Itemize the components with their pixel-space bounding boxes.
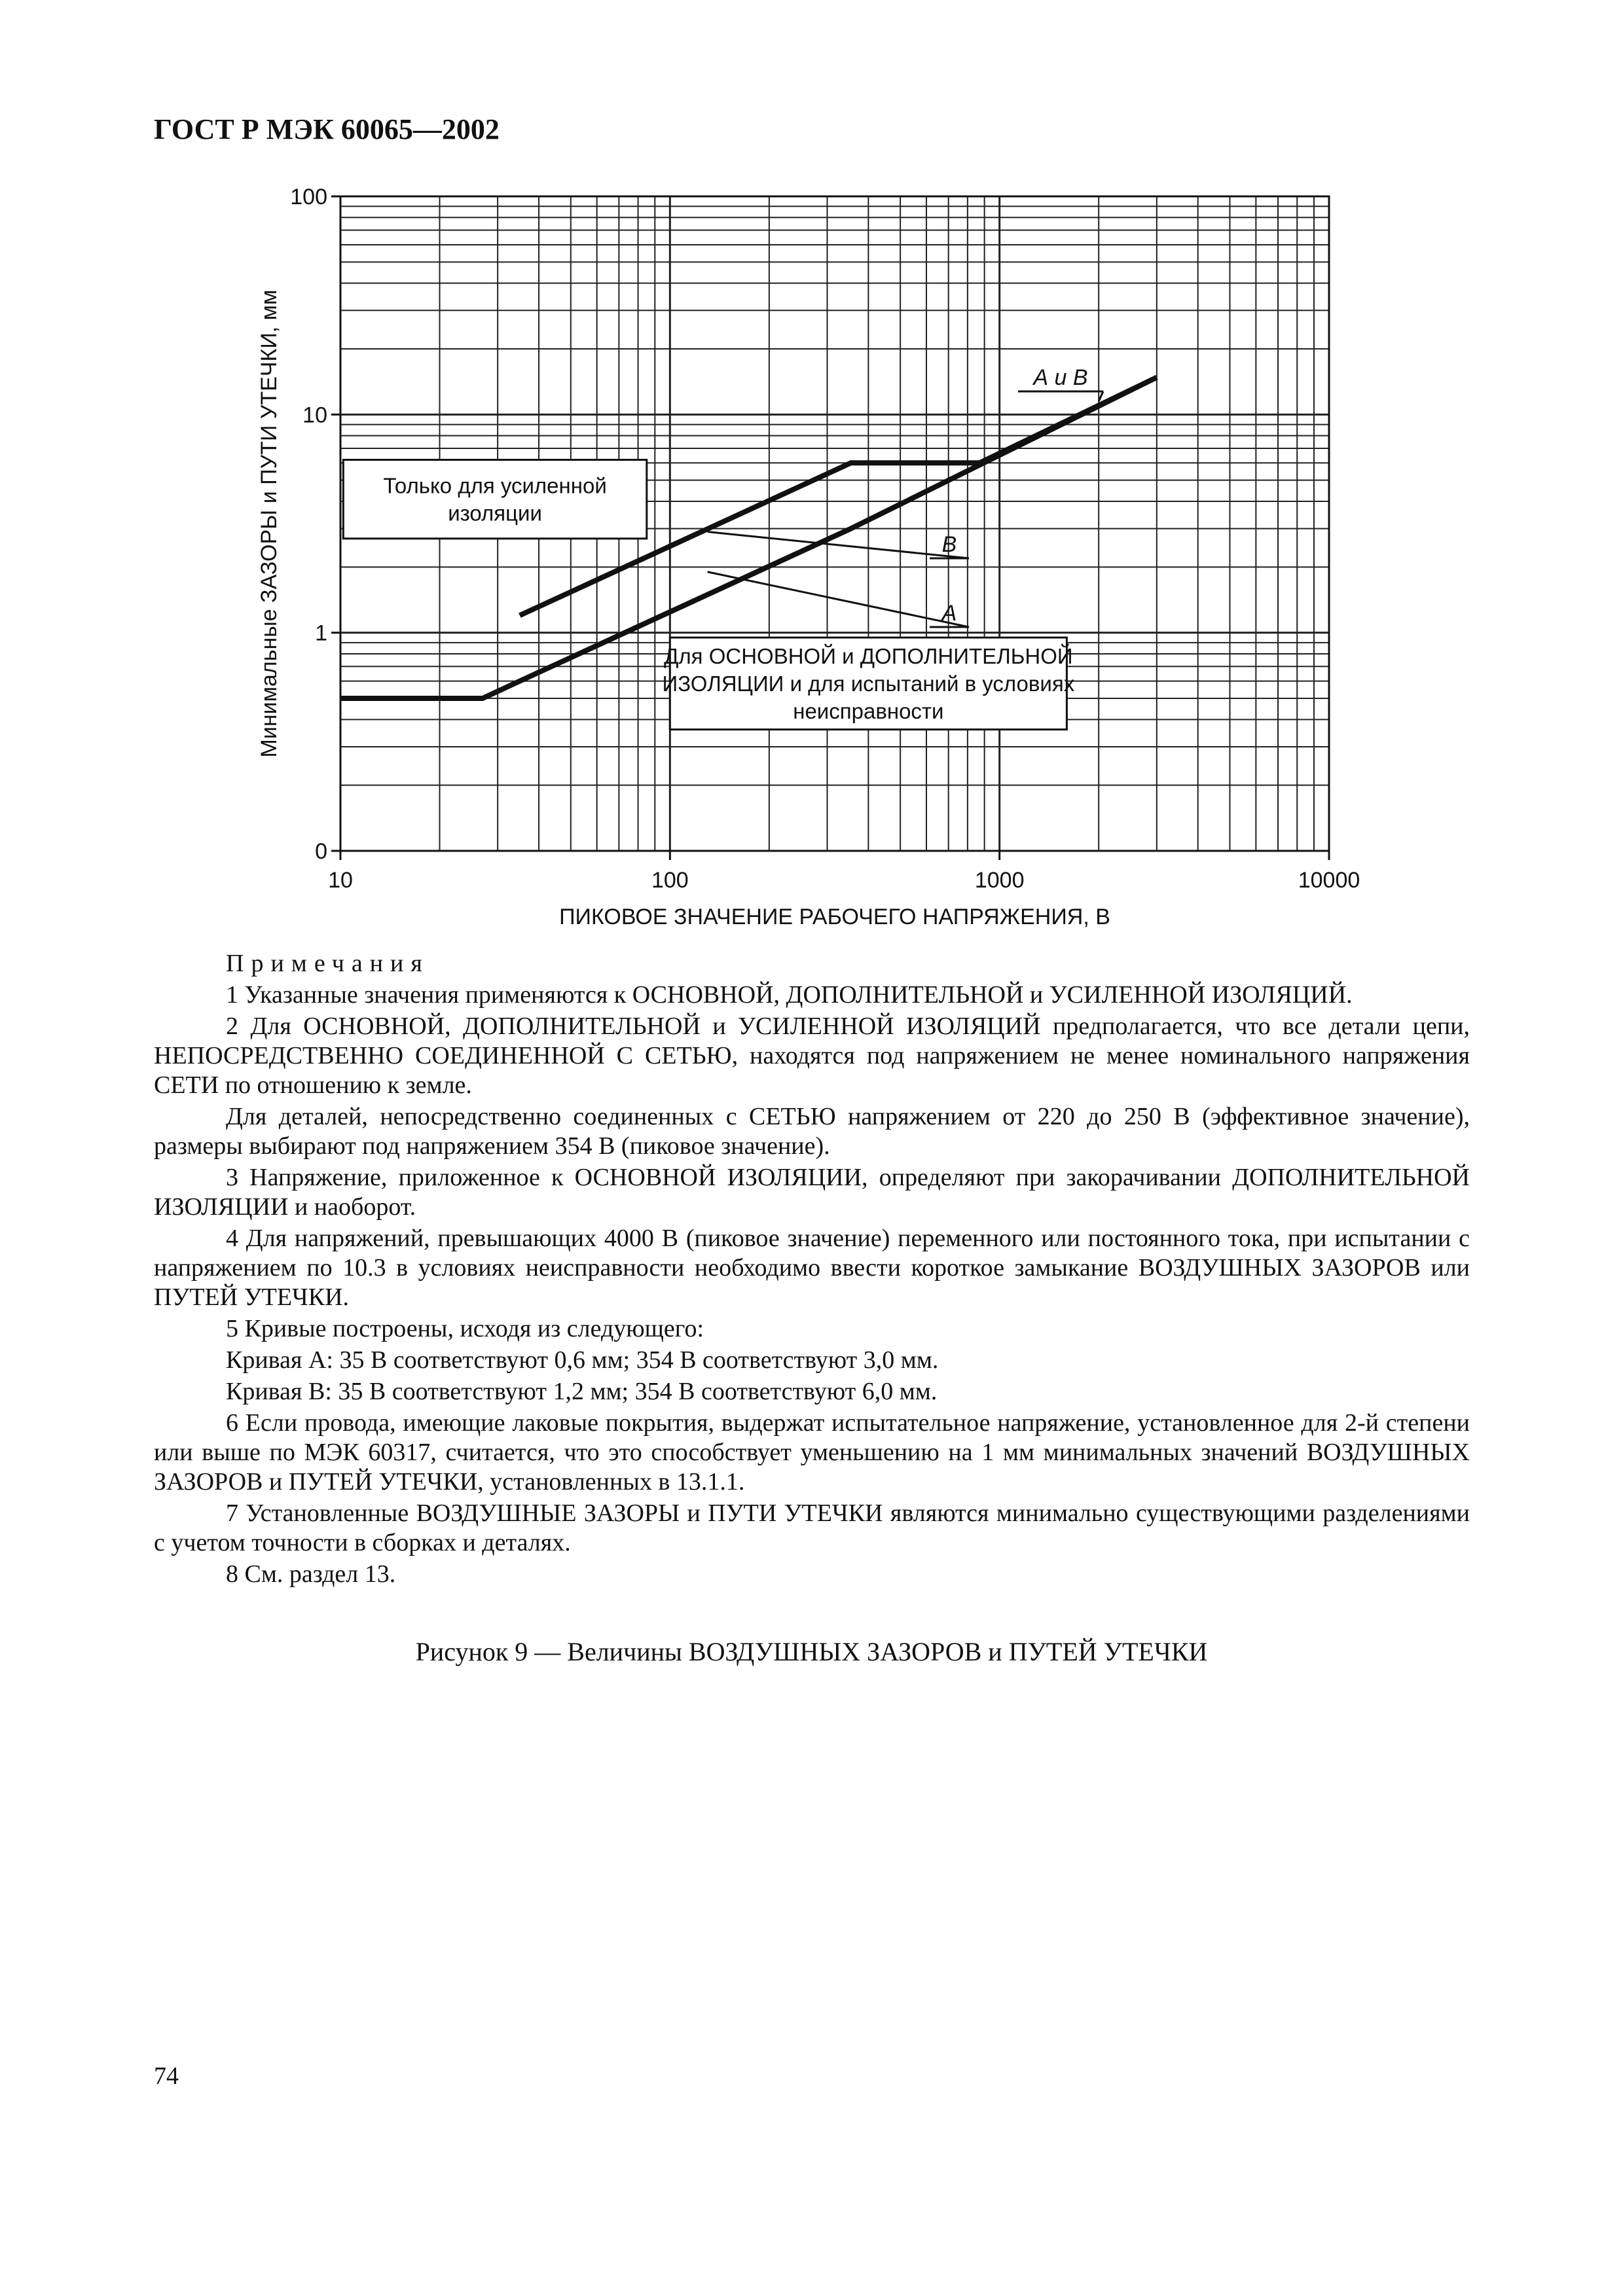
label-curve-a-leader: [708, 572, 969, 627]
x-tick-label: 10000: [1298, 868, 1360, 893]
y-tick-label: 1: [315, 620, 327, 646]
x-tick-label: 100: [651, 868, 689, 893]
label-curve-a: А: [941, 601, 957, 626]
box-reinforced-insulation-line: изоляции: [448, 501, 542, 526]
chart-labels: [257, 185, 1360, 929]
note-2-continued: Для деталей, непосредственно соединенных с СЕТЬЮ напряжением от 220 до 250 В (эффективное значение), размеры выбирают под напряжением 354 В (пиковое значение).: [154, 1103, 1470, 1160]
box-basic-insulation-line: неисправности: [793, 699, 944, 724]
label-curve-a-and-b-leader: [1099, 391, 1103, 401]
note-7: 7 Установленные ВОЗДУШНЫЕ ЗАЗОРЫ и ПУТИ УТЕЧКИ являются минимально существующими разделениями с учетом точности в сборках и деталях.: [154, 1499, 1470, 1556]
label-curve-b: В: [941, 532, 957, 557]
note-8: 8 См. раздел 13.: [226, 1560, 396, 1588]
note-3: 3 Напряжение, приложенное к ОСНОВНОЙ ИЗОЛЯЦИИ, определяют при закорачивании ДОПОЛНИТЕЛЬНОЙ ИЗОЛЯЦИИ и наоборот.: [154, 1164, 1470, 1221]
note-1: 1 Указанные значения применяются к ОСНОВНОЙ, ДОПОЛНИТЕЛЬНОЙ и УСИЛЕННОЙ ИЗОЛЯЦИЙ.: [226, 981, 1353, 1009]
document-header: ГОСТ Р МЭК 60065—2002: [154, 113, 500, 145]
x-axis-label: ПИКОВОЕ ЗНАЧЕНИЕ РАБОЧЕГО НАПРЯЖЕНИЯ, В: [559, 905, 1110, 929]
clearance-creepage-chart: [242, 177, 1408, 936]
figure-caption: Рисунок 9 — Величины ВОЗДУШНЫХ ЗАЗОРОВ и ПУТЕЙ УТЕЧКИ: [415, 1637, 1208, 1666]
notes-section: [154, 949, 1470, 1591]
box-reinforced-insulation: [343, 460, 646, 539]
y-tick-label: 0: [315, 839, 327, 864]
box-basic-insulation-line: Для ОСНОВНОЙ и ДОПОЛНИТЕЛЬНОЙ: [664, 644, 1073, 669]
page-number: 74: [154, 2062, 179, 2090]
note-4: 4 Для напряжений, превышающих 4000 В (пиковое значение) переменного или постоянного тока, при испытании с напряжением по 10.3 в условиях неисправности необходимо ввести короткое замыкание ВОЗДУШНЫХ ЗАЗОРОВ или ПУТЕЙ УТЕЧКИ.: [154, 1225, 1470, 1311]
box-basic-insulation-line: ИЗОЛЯЦИИ и для испытаний в условиях: [662, 672, 1075, 696]
y-axis-label: Минимальные ЗАЗОРЫ и ПУТИ УТЕЧКИ, мм: [257, 289, 282, 758]
y-tick-label: 100: [290, 185, 327, 209]
label-curve-a-and-b: А и В: [1033, 365, 1088, 390]
note-5-curve-a: Кривая А: 35 В соответствуют 0,6 мм; 354 В соответствуют 3,0 мм.: [226, 1346, 939, 1374]
x-tick-label: 1000: [974, 868, 1025, 893]
note-5-curve-b: Кривая В: 35 В соответствуют 1,2 мм; 354 В соответствуют 6,0 мм.: [226, 1378, 938, 1405]
notes-title: Примечания: [226, 950, 429, 977]
y-tick-label: 10: [302, 403, 327, 428]
note-5: 5 Кривые построены, исходя из следующего:: [226, 1315, 704, 1342]
note-2: 2 Для ОСНОВНОЙ, ДОПОЛНИТЕЛЬНОЙ и УСИЛЕННОЙ ИЗОЛЯЦИЙ предполагается, что все детали цепи, НЕПОСРЕДСТВЕННО СОЕДИНЕННОЙ С СЕТЬЮ, находятся под напряжением не менее номинального напряжения СЕТИ по отношению к земле.: [154, 1013, 1470, 1099]
x-tick-label: 10: [328, 868, 353, 893]
note-6: 6 Если провода, имеющие лаковые покрытия, выдержат испытательное напряжение, установленное для 2-й степени или выше по МЭК 60317, считается, что это способствует уменьшению на 1 мм минимальных значений ВОЗДУШНЫХ ЗАЗОРОВ и ПУТЕЙ УТЕЧКИ, установленных в 13.1.1.: [154, 1409, 1470, 1496]
box-reinforced-insulation-line: Только для усиленной: [383, 473, 607, 498]
